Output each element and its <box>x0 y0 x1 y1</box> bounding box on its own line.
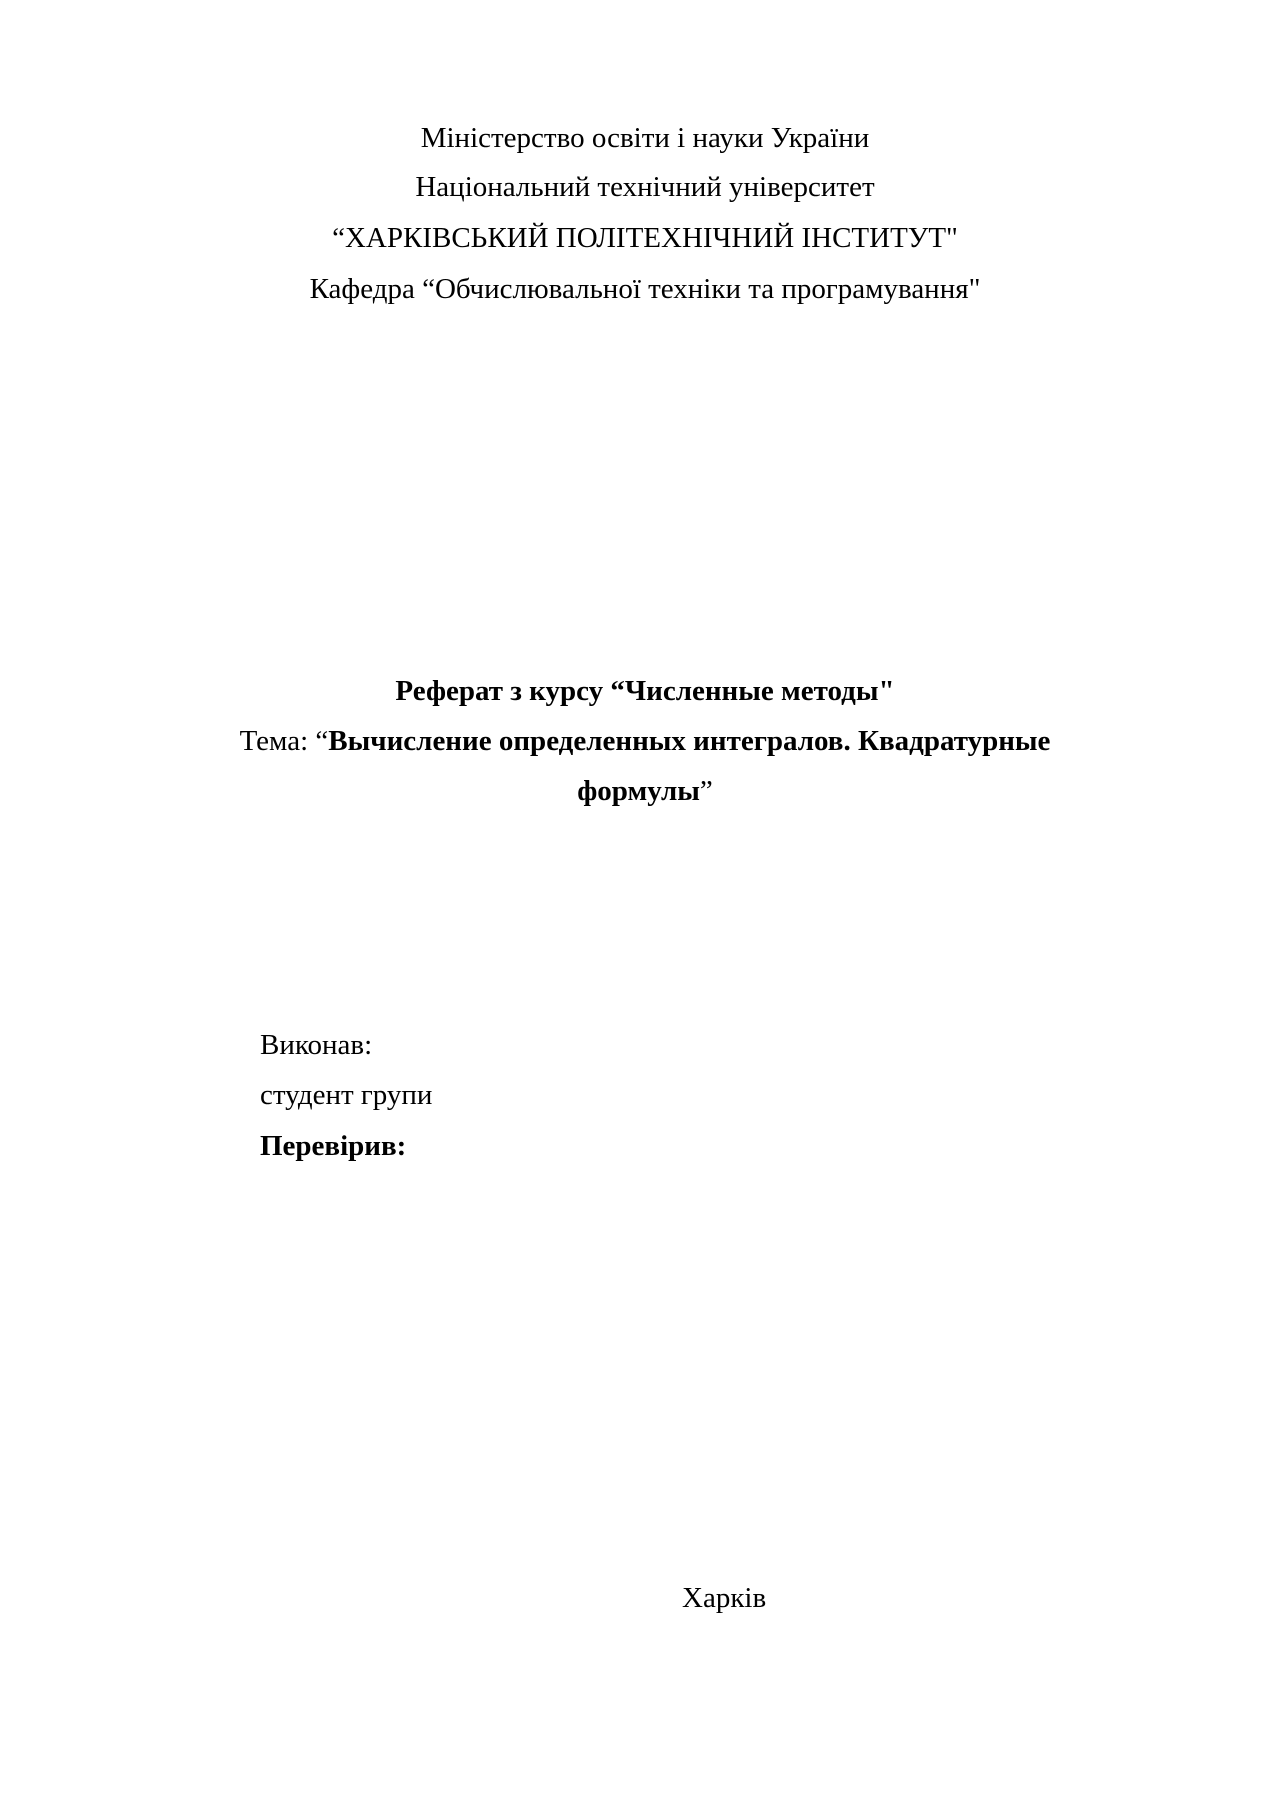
institute-line: “ХАРКІВСЬКИЙ ПОЛІТЕХНІЧНИЙ ІНСТИТУТ" <box>332 222 958 254</box>
department-line: Кафедра “Обчислювальної техніки та програмування" <box>309 273 981 305</box>
topic-prefix: Тема: “ <box>239 725 329 757</box>
checked-label: Перевірив: <box>260 1130 407 1162</box>
course-title: Реферат з курсу “Численные методы" <box>395 675 895 707</box>
performed-label: Виконав: <box>260 1029 373 1061</box>
topic-suffix: ” <box>699 775 713 807</box>
student-group-label: студент групи <box>260 1079 433 1111</box>
city-label: Харків <box>682 1582 767 1614</box>
topic-line-2 <box>0 773 1280 809</box>
topic-text-2: формулы <box>577 775 700 807</box>
topic-line-1 <box>0 723 1280 759</box>
topic-text-1: Вычисление определенных интегралов. Квадратурные <box>328 725 1051 757</box>
ministry-line: Міністерство освіти і науки України <box>420 122 870 154</box>
university-line: Національний технічний університет <box>415 171 875 203</box>
